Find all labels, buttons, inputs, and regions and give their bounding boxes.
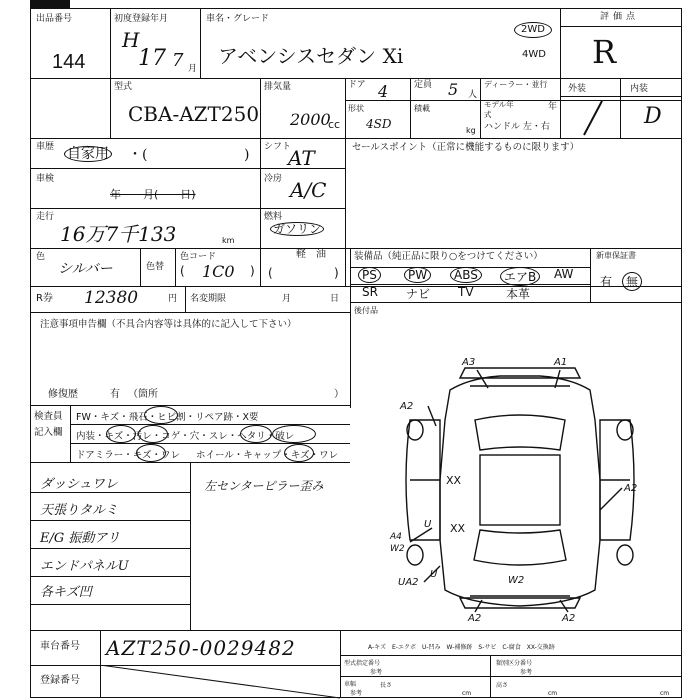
interior-grade: D (644, 104, 662, 129)
damage-mark: U (424, 519, 432, 530)
equipment-navi: ナビ (406, 287, 431, 301)
cancel-stroke (100, 665, 340, 699)
damage-mark: A3 (462, 357, 476, 368)
sales-point-label: セールスポイント（正常に機能するものに限ります） (352, 142, 580, 153)
note-line: 天張りタルミ (40, 503, 119, 518)
displacement: 2000 (290, 110, 331, 129)
inspection-expiry: 年 月( 日) (110, 188, 196, 201)
car-history-label: 車歴 (36, 142, 55, 152)
warranty-yes: 有 (600, 275, 613, 289)
equipment-pw: PW (404, 267, 431, 283)
equipment-leather: 本革 (506, 287, 531, 301)
lot-number: 144 (52, 51, 86, 73)
note-line: 各キズ凹 (40, 585, 92, 600)
damage-mark: XX (446, 474, 462, 487)
damage-mark: U (430, 569, 438, 580)
note-line: 左センターピラー歪み (204, 479, 324, 493)
damage-mark: A2 (562, 613, 576, 624)
equipment-tv: TV (458, 285, 474, 299)
mileage-label: 走行 (36, 212, 55, 222)
repair-history-label: 修復歴 (48, 389, 78, 400)
car-name-grade: アベンシスセダン Xi (218, 44, 404, 68)
aftermarket-label: 後付品 (354, 306, 378, 315)
inspector-row-exterior: FW・キズ・飛石・ヒビ割・リペア跡・X要 (76, 412, 259, 423)
name-transfer-label: 名変期限 (190, 294, 227, 304)
dealer-import-label: ディーラー・並行 (484, 80, 548, 89)
chassis-number-label: 車台番号 (40, 641, 80, 652)
color-code-label: 色コード (180, 252, 217, 262)
load-label: 積載 (414, 104, 430, 113)
doors-label: ドア (348, 80, 366, 90)
width-label: 車幅 (344, 681, 357, 688)
registration-year: 17 (138, 46, 166, 71)
equipment-airbag: エアB (500, 267, 540, 286)
interior-label: 内装 (630, 84, 649, 94)
note-line: エンドパネルU (40, 559, 129, 574)
damage-mark: W2 (508, 575, 525, 586)
equipment-aw: AW (554, 267, 574, 281)
new-car-warranty-label: 新車保証書 (596, 251, 636, 260)
exterior-slash-mark (562, 97, 622, 137)
equipment-abs: ABS (450, 267, 482, 283)
lot-number-label: 出品番号 (36, 14, 73, 24)
capacity: 5 (448, 80, 459, 99)
damage-mark: A1 (554, 357, 568, 368)
body-color: シルバー (58, 261, 113, 277)
circle-mark (284, 444, 314, 462)
registration-month: 7 (172, 50, 184, 71)
notes-label: 注意事項申告欄（不具合内容等は具体的に記入して下さい） (40, 319, 297, 330)
color-change-label: 色替 (146, 262, 165, 272)
shift-value: AT (288, 146, 315, 170)
note-line: E/G 振動アリ (40, 531, 120, 546)
warranty-no: 無 (622, 272, 642, 291)
displacement-label: 排気量 (264, 82, 292, 92)
damage-mark: XX (450, 522, 466, 535)
inspector-label: 検査員 (34, 411, 63, 422)
circle-mark (240, 425, 272, 443)
circle-mark (272, 425, 316, 443)
damage-mark: W2 (390, 544, 405, 554)
inspector-entry-label: 記入欄 (34, 427, 63, 438)
damage-legend: A-キズ E-エクボ U-凹み W-補修跡 S-サビ C-腐食 XX-交換跡 (368, 644, 555, 651)
chassis-number: AZT250-0029482 (106, 636, 296, 660)
height-label: 高さ (496, 682, 509, 689)
inspector-row-wheel: ホイール・キャップ・キズ・ワレ (196, 450, 339, 461)
drive-4wd: 4WD (522, 49, 546, 60)
recycle-fee: 12380 (84, 288, 139, 308)
damage-mark: A2 (624, 483, 638, 494)
shape-label: 形状 (348, 104, 364, 113)
handle-label: ハンドル 左・右 (484, 122, 550, 132)
type-certification-label: 型式指定番号 (344, 660, 381, 667)
registration-era: H (122, 28, 140, 52)
damage-mark: UA2 (398, 577, 419, 588)
model-type-label: 型式 (114, 82, 133, 92)
equipment-ps: PS (358, 267, 381, 283)
color-code: 1C0 (202, 262, 235, 281)
first-registration-label: 初度登録年月 (114, 14, 169, 24)
damage-mark: A2 (400, 401, 414, 412)
fuel-label: 燃料 (264, 212, 283, 222)
note-line: ダッシュワレ (40, 477, 118, 492)
color-label: 色 (36, 252, 46, 262)
equipment-label: 装備品（純正品に限り○をつけてください） (354, 251, 543, 262)
inspector-row-mirror: ドアミラー・キズ・ワレ (76, 450, 181, 461)
registration-number-label: 登録番号 (40, 675, 80, 686)
doors: 4 (378, 82, 389, 101)
circle-mark (136, 444, 166, 462)
drive-2wd: 2WD (514, 22, 552, 38)
recycle-label: R券 (36, 293, 53, 304)
car-history-value: 自家用 (64, 146, 112, 162)
top-left-tab (30, 0, 70, 9)
mileage: 16万7千133 (60, 222, 177, 246)
body-shape: 4SD (366, 117, 392, 131)
ac-label: 冷房 (264, 174, 283, 184)
circle-mark (138, 425, 168, 443)
equipment-sr: SR (362, 285, 378, 299)
exterior-label: 外装 (568, 84, 587, 94)
circle-mark (144, 406, 178, 424)
length-label: 長さ (380, 682, 393, 689)
diesel-option: 軽 油 (296, 249, 326, 260)
score-label: 評価点 (600, 12, 640, 22)
fuel-value: ガソリン (270, 222, 324, 236)
damage-mark: A2 (468, 613, 482, 624)
circle-mark (106, 425, 136, 443)
ac-value: A/C (290, 178, 327, 202)
model-year-label: モデル年式 (484, 100, 514, 119)
car-name-label: 車名・グレード (206, 14, 270, 24)
model-type: CBA-AZT250 (128, 102, 260, 126)
shift-label: シフト (264, 142, 292, 152)
evaluation-score: R (592, 33, 617, 71)
damage-mark: A4 (390, 532, 402, 542)
inspection-label: 車検 (36, 174, 55, 184)
repair-history-value: 有 (110, 389, 120, 400)
capacity-label: 定員 (414, 80, 433, 90)
class-number-label: 類別区分番号 (496, 660, 533, 667)
inspector-row-interior: 内装・キズ・汚レ・コゲ・穴・スレ・ヘタリ・破レ (76, 431, 295, 442)
